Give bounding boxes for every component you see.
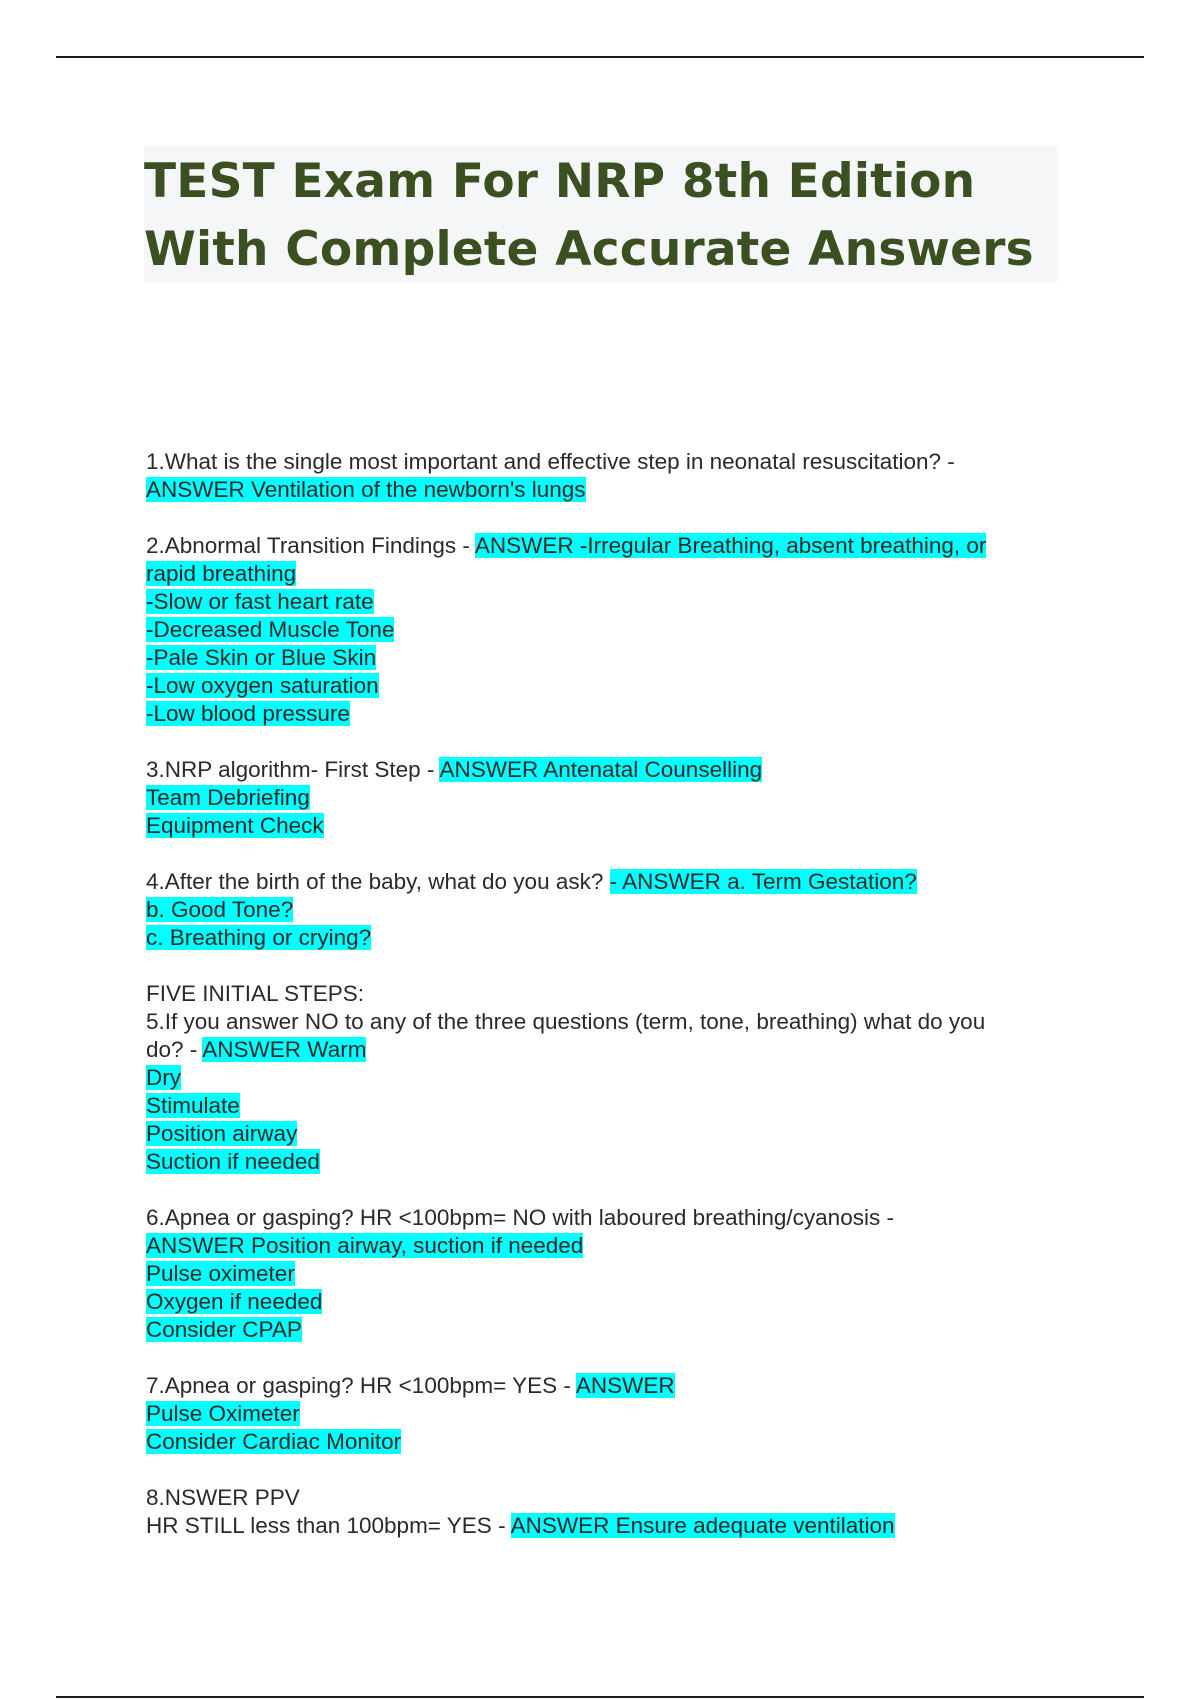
answer-highlight: Pulse oximeter xyxy=(146,1261,295,1286)
answer-highlight: rapid breathing xyxy=(146,561,297,586)
qa-line xyxy=(146,924,1066,952)
answer-highlight: -Slow or fast heart rate xyxy=(146,589,374,614)
qa-line xyxy=(146,896,1066,924)
qa-line xyxy=(146,1092,1066,1120)
answer-highlight: ANSWER xyxy=(575,1373,675,1398)
qa-item xyxy=(146,868,1066,952)
answer-highlight: Stimulate xyxy=(146,1093,240,1118)
question-text: FIVE INITIAL STEPS: xyxy=(146,981,364,1006)
qa-line xyxy=(146,700,1066,728)
qa-line xyxy=(146,1008,1066,1036)
question-text: 4.After the birth of the baby, what do you ask? xyxy=(146,869,610,894)
answer-highlight: -Decreased Muscle Tone xyxy=(146,617,395,642)
qa-line xyxy=(146,784,1066,812)
question-text: 8.NSWER PPV xyxy=(146,1485,300,1510)
answer-highlight: - ANSWER a. Term Gestation? xyxy=(609,869,917,894)
answer-highlight: -Low blood pressure xyxy=(146,701,350,726)
question-text: 1.What is the single most important and effective step in neonatal resuscitation? - xyxy=(146,449,955,474)
qa-line xyxy=(146,672,1066,700)
header-rule xyxy=(56,56,1144,58)
answer-highlight: ANSWER Ensure adequate ventilation xyxy=(510,1513,895,1538)
qa-line xyxy=(146,560,1066,588)
qa-line xyxy=(146,1064,1066,1092)
answer-highlight: -Low oxygen saturation xyxy=(146,673,379,698)
qa-line xyxy=(146,1372,1066,1400)
title-block xyxy=(144,146,1058,282)
qa-line xyxy=(146,588,1066,616)
answer-highlight: Pulse Oximeter xyxy=(146,1401,300,1426)
answer-highlight: ANSWER Ventilation of the newborn's lungs xyxy=(146,477,586,502)
qa-line xyxy=(146,1260,1066,1288)
answer-highlight: b. Good Tone? xyxy=(146,897,294,922)
qa-line xyxy=(146,1120,1066,1148)
qa-line xyxy=(146,644,1066,672)
qa-item xyxy=(146,448,1066,504)
qa-line xyxy=(146,1512,1066,1540)
answer-highlight: Suction if needed xyxy=(146,1149,320,1174)
answer-highlight: Consider CPAP xyxy=(146,1317,302,1342)
question-text: 2.Abnormal Transition Findings - xyxy=(146,533,475,558)
answer-highlight: ANSWER Position airway, suction if needed xyxy=(146,1233,584,1258)
qa-item xyxy=(146,756,1066,840)
qa-item xyxy=(146,1204,1066,1344)
question-text: 7.Apnea or gasping? HR <100bpm= YES - xyxy=(146,1373,576,1398)
qa-list xyxy=(146,448,1066,1568)
answer-highlight: Dry xyxy=(146,1065,181,1090)
question-text: 6.Apnea or gasping? HR <100bpm= NO with laboured breathing/cyanosis - xyxy=(146,1205,894,1230)
answer-highlight: ANSWER Antenatal Counselling xyxy=(439,757,763,782)
qa-line xyxy=(146,1232,1066,1260)
qa-line xyxy=(146,1288,1066,1316)
qa-line xyxy=(146,448,1066,476)
qa-line xyxy=(146,1204,1066,1232)
answer-highlight: Position airway xyxy=(146,1121,298,1146)
footer-rule xyxy=(56,1696,1144,1698)
answer-highlight: c. Breathing or crying? xyxy=(146,925,372,950)
qa-item xyxy=(146,980,1066,1176)
qa-line xyxy=(146,1400,1066,1428)
qa-item xyxy=(146,1372,1066,1456)
qa-line xyxy=(146,1428,1066,1456)
qa-line xyxy=(146,980,1066,1008)
answer-highlight: Oxygen if needed xyxy=(146,1289,323,1314)
qa-item xyxy=(146,1484,1066,1540)
qa-line xyxy=(146,1316,1066,1344)
question-text: 3.NRP algorithm- First Step - xyxy=(146,757,440,782)
qa-line xyxy=(146,1484,1066,1512)
document-title-line-1: TEST Exam For NRP 8th Edition xyxy=(144,154,976,209)
answer-highlight: Equipment Check xyxy=(146,813,324,838)
answer-highlight: ANSWER -Irregular Breathing, absent breathing, or xyxy=(474,533,987,558)
qa-line xyxy=(146,616,1066,644)
qa-line xyxy=(146,1148,1066,1176)
qa-line xyxy=(146,1036,1066,1064)
question-text: do? - xyxy=(146,1037,203,1062)
qa-item xyxy=(146,532,1066,728)
answer-highlight: -Pale Skin or Blue Skin xyxy=(146,645,377,670)
qa-line xyxy=(146,476,1066,504)
answer-highlight: ANSWER Warm xyxy=(202,1037,367,1062)
question-text: HR STILL less than 100bpm= YES - xyxy=(146,1513,511,1538)
qa-line xyxy=(146,812,1066,840)
answer-highlight: Consider Cardiac Monitor xyxy=(146,1429,402,1454)
answer-highlight: Team Debriefing xyxy=(146,785,310,810)
qa-line xyxy=(146,532,1066,560)
qa-line xyxy=(146,756,1066,784)
document-title-line-2: With Complete Accurate Answers xyxy=(144,222,1034,277)
question-text: 5.If you answer NO to any of the three questions (term, tone, breathing) what do you xyxy=(146,1009,986,1034)
qa-line xyxy=(146,868,1066,896)
